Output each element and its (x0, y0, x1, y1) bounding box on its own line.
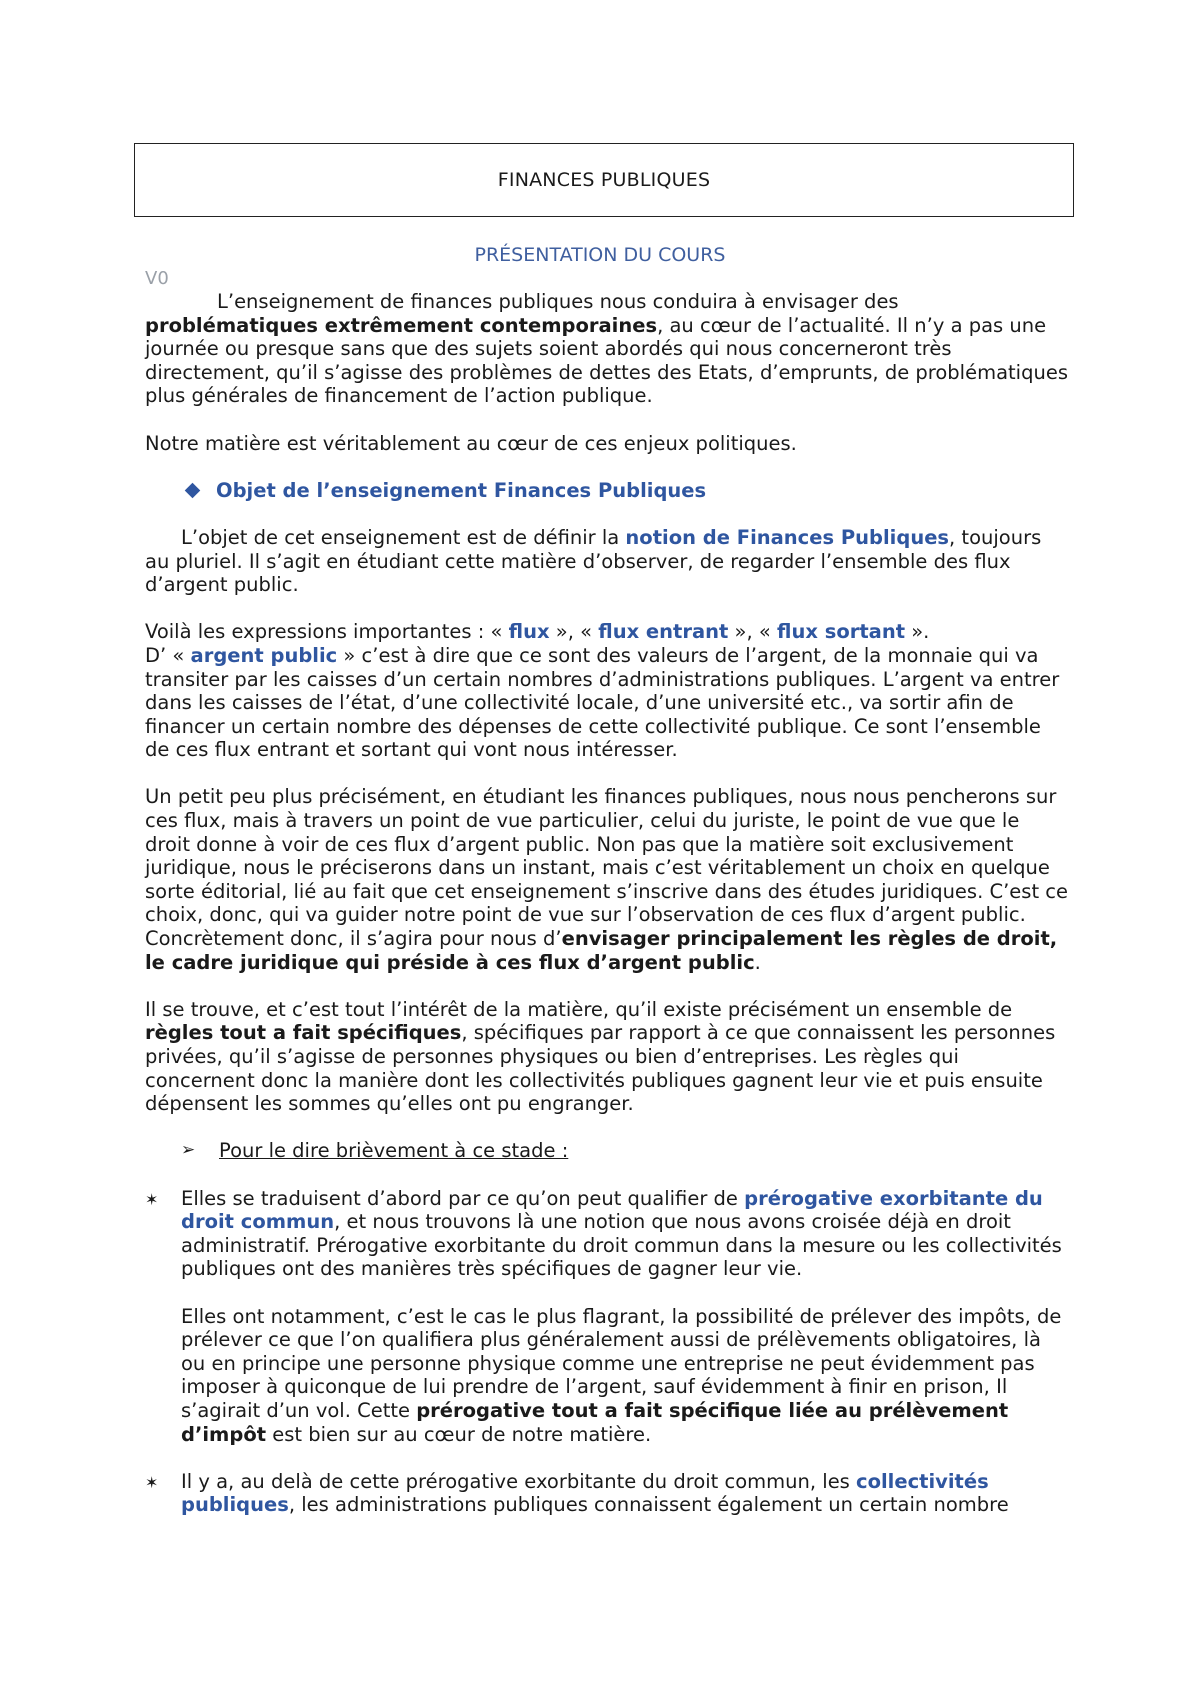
bold-run: problématiques extrêmement contemporaines (145, 313, 658, 337)
list-item (145, 1187, 1070, 1281)
star-bullet-icon: ✶ (145, 1189, 159, 1209)
bold-run: règles tout a fait spécifiques (145, 1021, 462, 1045)
text-run: Un petit peu plus précisément, en étudiant les finances publiques, nous nous pencherons sur ces flux, mais à travers un point de vue particulier, celui du juriste, le point de vue que le droit donne à voir de ces flux d’argent public. Non pas que la matière soit exclusivement juridique, nous le préciserons dans un instant, mais c’est véritablement un choix en quelque sorte éditorial, lié au fait que cet enseignement s’inscrive dans des études juridiques. C’est ce choix, donc, qui va guider notre point de vue sur l’observation de ces flux d’argent public. Concrètement donc, il s’agira pour nous d’ (145, 785, 1069, 951)
list-item (145, 1470, 1070, 1517)
text-run: » c’est à dire que ce sont des valeurs de l’argent, de la monnaie qui va transiter par les caisses d’un certain nombres d’administrations publiques. L’argent va entrer dans les caisses de l’état, d’une collectivité locale, d’une université etc., va sortir afin de financer un certain nombre des dépenses de cette collectivité publique. Ce sont l’ensemble de ces flux entrant et sortant qui vont nous intéresser. (145, 643, 1060, 762)
highlight-run: prérogative exorbitante du droit commun (181, 1186, 1043, 1234)
list-item-subparagraph (145, 1305, 1070, 1447)
version-label: V0 (145, 268, 169, 289)
diamond-bullet-icon (185, 483, 201, 499)
title-box (134, 143, 1074, 217)
arrow-bullet-icon: ➢ (181, 1140, 196, 1161)
text-run: , spécifiques par rapport à ce que connaissent les personnes privées, qu’il s’agisse de personnes physiques ou bien d’entreprises. Les règles qui concernent donc la manière dont les collectivités publiques gagnent leur vie et puis ensuite dépensent les sommes qu’elles ont pu engranger. (145, 1021, 1056, 1116)
list-item-text (181, 1187, 1070, 1281)
section-heading (145, 479, 1070, 503)
text-run: L’objet de cet enseignement est de définir la (181, 525, 626, 549)
document-title: FINANCES PUBLIQUES (497, 169, 711, 191)
paragraph-intro (145, 290, 1070, 408)
text-run: ». (905, 620, 930, 644)
text-run: Voilà les expressions importantes : « (145, 620, 509, 644)
text-run: Il se trouve, et c’est tout l’intérêt de la matière, qu’il existe précisément un ensemble de (145, 997, 1013, 1021)
list-item-text (181, 1470, 1070, 1517)
text-run: , toujours au pluriel. Il s’agit en étudiant cette matière d’observer, de regarder l’ensemble des flux d’argent public. (145, 525, 1042, 597)
document-body (145, 290, 1070, 1540)
text-run: . (754, 950, 761, 974)
section-heading-text: Objet de l’enseignement Finances Publiques (216, 478, 707, 502)
text-run: Elles se traduisent d’abord par ce qu’on peut qualifier de (181, 1186, 745, 1210)
subheading-text: Pour le dire brièvement à ce stade : (219, 1139, 569, 1163)
highlight-run: notion de Finances Publiques (625, 525, 950, 549)
star-bullet-icon: ✶ (145, 1472, 159, 1492)
text-run: D’ « (145, 643, 191, 667)
highlight-run: flux sortant (777, 620, 906, 644)
text-run: Il y a, au delà de cette prérogative exorbitante du droit commun, les (181, 1469, 857, 1493)
highlight-run: argent public (190, 643, 338, 667)
paragraph-enjeux: Notre matière est véritablement au cœur de ces enjeux politiques. (145, 431, 797, 455)
paragraph-objet (145, 526, 1070, 597)
paragraph-precision (145, 785, 1070, 974)
subheading (145, 1139, 1070, 1163)
paragraph-regles (145, 998, 1070, 1116)
highlight-run: collectivités publiques (181, 1469, 989, 1517)
text-run: , au cœur de l’actualité. Il n’y a pas une journée ou presque sans que des sujets soient abordés qui nous concerneront très directement, qu’il s’agisse des problèmes de dettes des Etats, d’emprunts, de problématiques plus générales de financement de l’action publique. (145, 313, 1068, 408)
paragraph-expressions (145, 620, 1070, 762)
highlight-run: flux entrant (598, 620, 729, 644)
bold-run: envisager principalement les règles de droit, le cadre juridique qui préside à ces flux d’argent public (145, 927, 1058, 974)
text-run: , les administrations publiques connaissent également un certain nombre (288, 1493, 1009, 1517)
highlight-run: flux (508, 620, 550, 644)
text-run: L’enseignement de finances publiques nous conduira à envisager des (217, 290, 899, 313)
text-run: Elles ont notamment, c’est le cas le plus flagrant, la possibilité de prélever des impôts, de prélever ce que l’on qualifiera plus généralement aussi de prélèvements obligatoires, là ou en principe une personne physique comme une entreprise ne peut évidemment pas imposer à quiconque de lui prendre de l’argent, sauf évidemment à finir en prison, Il s’agirait d’un vol. Cette (181, 1304, 1062, 1422)
document-subtitle: PRÉSENTATION DU COURS (474, 244, 726, 266)
text-run: », « (549, 620, 599, 644)
bold-run: prérogative tout a fait spécifique liée au prélèvement d’impôt (181, 1398, 1009, 1446)
text-run: est bien sur au cœur de notre matière. (266, 1422, 652, 1446)
text-run: », « (728, 620, 778, 644)
text-run: , et nous trouvons là une notion que nous avons croisée déjà en droit administratif. Prérogative exorbitante du droit commun dans la mesure ou les collectivités publiques ont des manières très spécifiques de gagner leur vie. (181, 1210, 1062, 1281)
